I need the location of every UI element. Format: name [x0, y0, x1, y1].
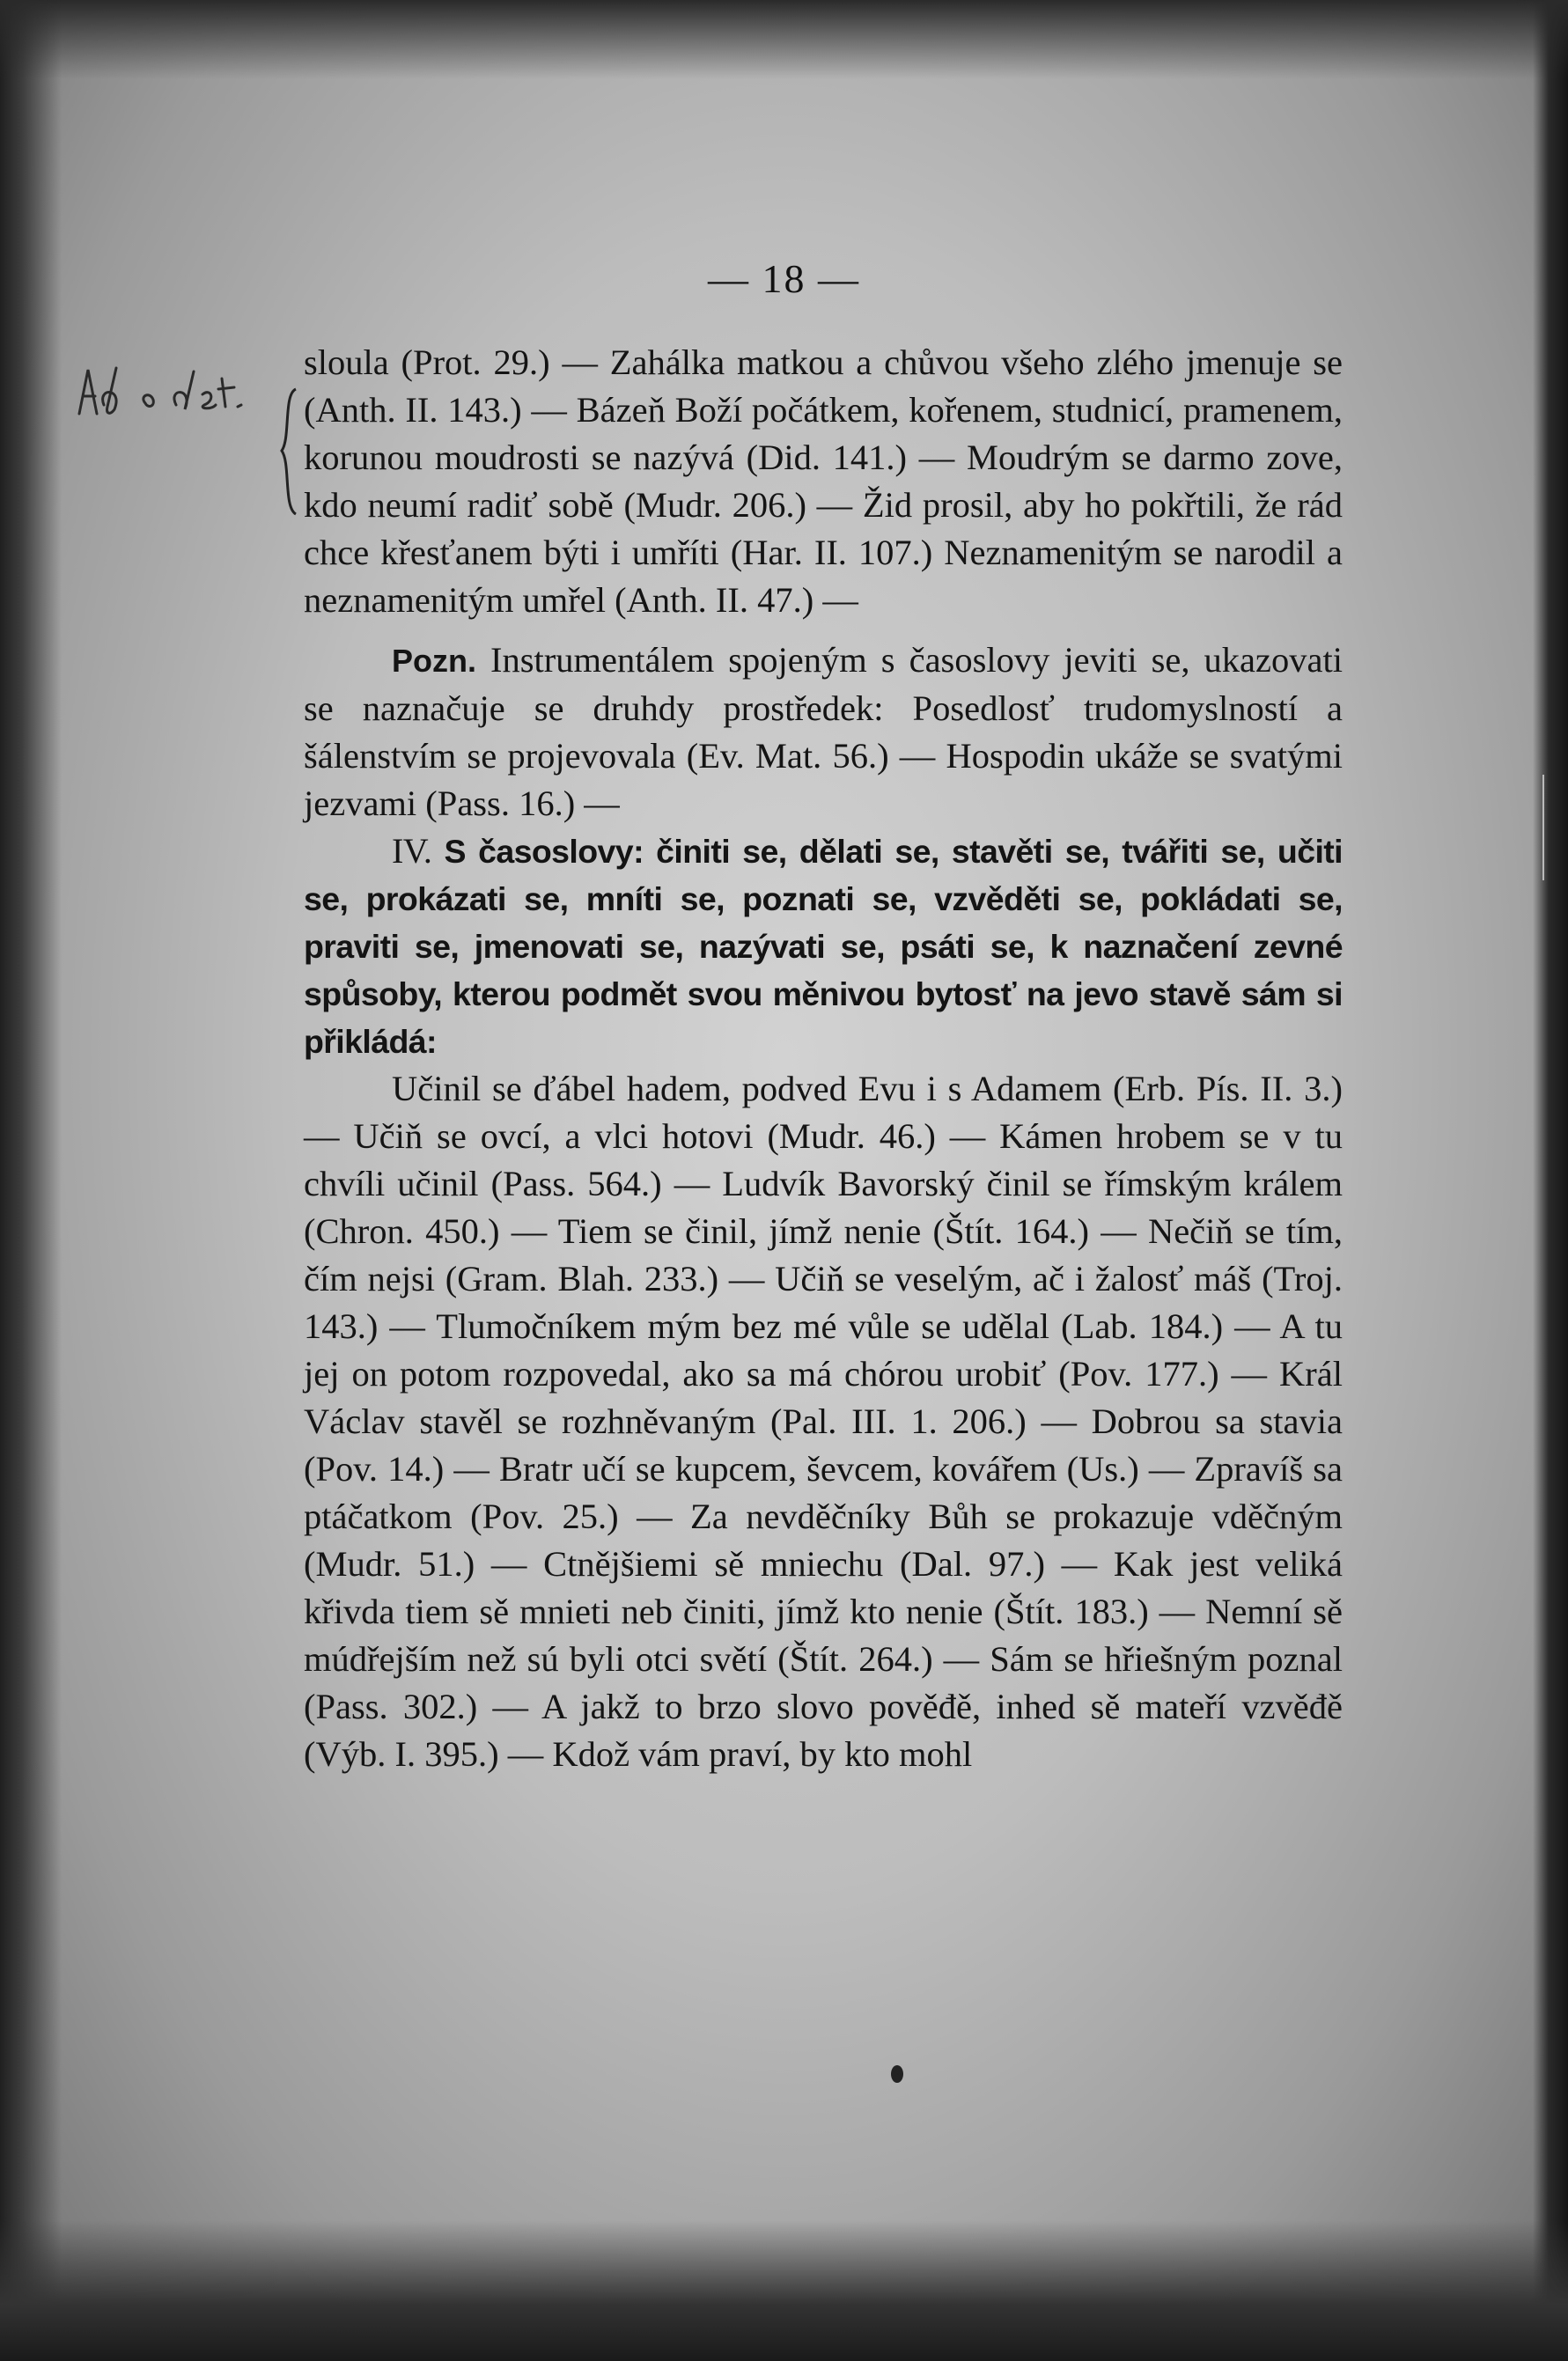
page-edge-left	[0, 0, 62, 2361]
ink-spot	[891, 2065, 903, 2083]
section-roman-numeral: IV.	[392, 831, 432, 871]
page-edge-top	[0, 0, 1568, 79]
margin-brace-mark	[278, 386, 299, 518]
page-edge-right	[1533, 0, 1568, 2361]
examples-paragraph: Učinil se ďábel hadem, podved Evu i s Adamem (Erb. Pís. II. 3.) — Učiň se ovcí, a vlci hotovi (Mudr. 46.) — Kámen hrobem se v tu chvíli učinil (Pass. 564.) — Ludvík Bavorský činil se římským králem (Chron. 450.) — Tiem se činil, jímž nenie (Štít. 164.) — Nečiň se tím, čím nejsi (Gram. Blah. 233.) — Učiň se veselým, ač i žalosť máš (Troj. 143.) — Tlumočníkem mým bez mé vůle se udělal (Lab. 184.) — A tu jej on potom rozpovedal, ako sa má chórou urobiť (Pov. 177.) — Král Václav stavěl se rozhněvaným (Pal. III. 1. 206.) — Dobrou sa stavia (Pov. 14.) — Bratr učí se kupcem, ševcem, kovářem (Us.) — Zpravíš sa ptáčatkom (Pov. 25.) — Za nevděčníky Bůh se prokazuje vděčným (Mudr. 51.) — Ctnějšiemi sě mniechu (Dal. 97.) — Kak jest veliká křivda tiem sě mnieti neb činiti, jímž kto nenie (Štít. 183.) — Nemní sě múdřejším než sú byli otci světí (Štít. 264.) — Sám se hřiešným poznal (Pass. 302.) — A jakž to brzo slovo pověđě, inhed sě mateří vzvěđě (Výb. I. 395.) — Kdož vám praví, by kto mohl	[304, 1069, 1343, 1774]
note-paragraph	[304, 636, 1343, 827]
paragraph-continuation: sloula (Prot. 29.) — Zahálka matkou a chůvou všeho zlého jmenuje se (Anth. II. 143.) — Bázeň Boží počátkem, kořenem, studnicí, pramenem, korunou moudrosti se nazývá (Did. 141.) — Moudrým se darmo zove, kdo neumí radiť sobě (Mudr. 206.) — Žid prosil, aby ho pokřtili, že rád chce křesťanem býti i umříti (Har. II. 107.) Neznamenitým se narodil a neznamenitým umřel (Anth. II. 47.) —	[304, 342, 1343, 620]
scan-artifact-line	[1542, 775, 1544, 880]
note-label: Pozn.	[392, 643, 476, 679]
page-edge-bottom	[0, 2220, 1568, 2361]
page-number: — 18 —	[708, 256, 860, 301]
section-text: S časoslovy: činiti se, dělati se, stavěti se, tvářiti se, učiti se, prokázati se, mníti se, poznati se, vzvěděti se, pokládati se, praviti se, jmenovati se, nazývati se, psáti se, k naznačení zevné spůsoby, kterou podmět svou měnivou bytosť na jevo stavě sám si přikládá:	[304, 833, 1343, 1060]
page-body-text	[304, 339, 1343, 1778]
note-text: Instrumentálem spojeným s časoslovy jeviti se, ukazovati se naznačuje se druhdy prostředek: Posedlosť trudomyslností a šálenstvím se projevovala (Ev. Mat. 56.) — Hospodin ukáže se svatými jezvami (Pass. 16.) —	[304, 640, 1343, 823]
section-iv-heading	[304, 827, 1343, 1065]
